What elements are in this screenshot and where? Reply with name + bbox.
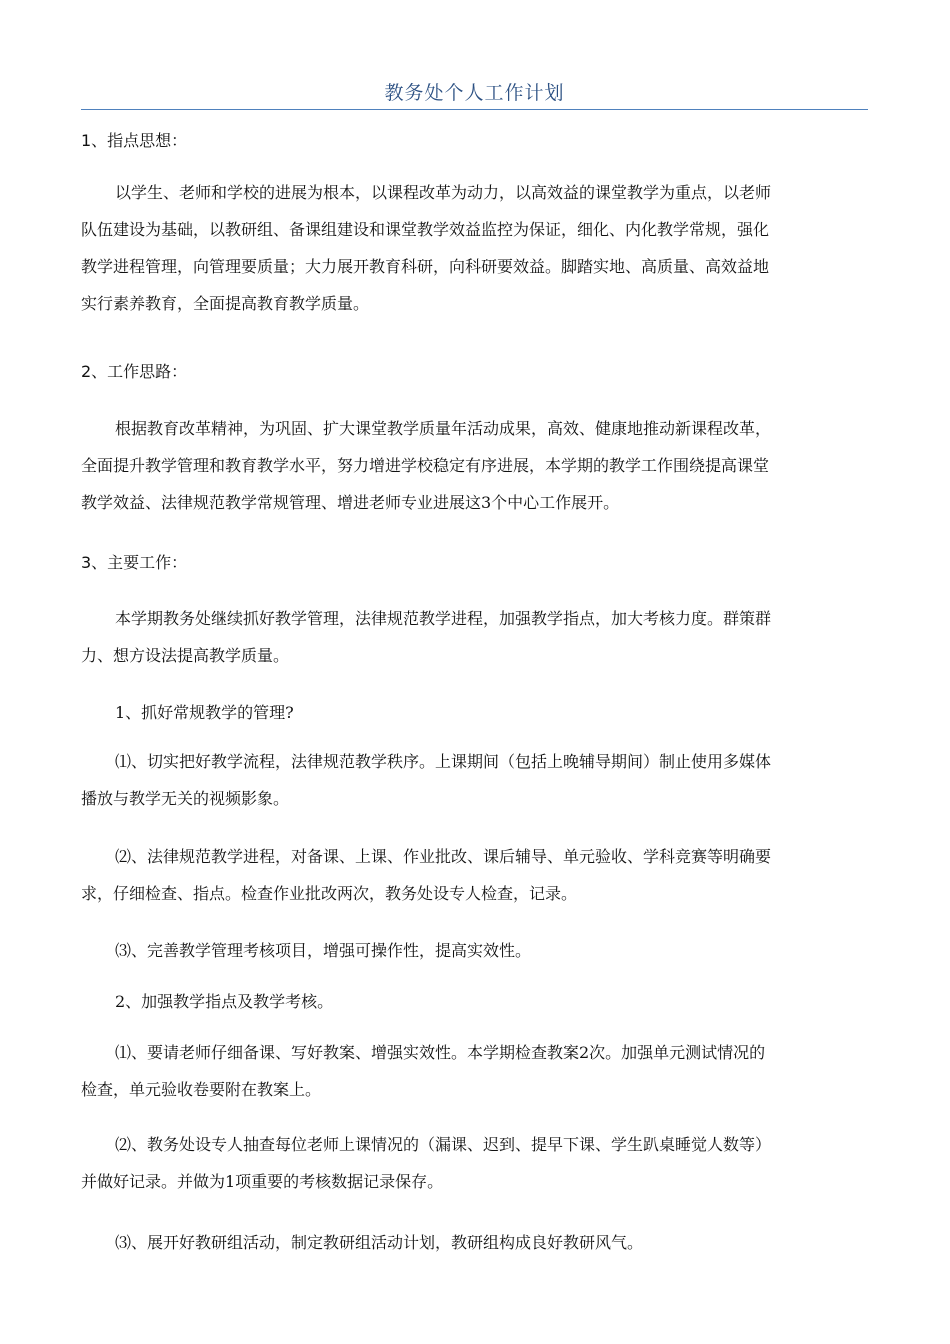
section-1-line-2: 队伍建设为基础，以教研组、备课组建设和课堂教学效益监控为保证，细化、内化教学常规，强化 xyxy=(81,220,770,239)
section-1-paragraph xyxy=(81,174,868,322)
item-2-1-line-1: ⑴、要请老师仔细备课、写好教案、增强实效性。本学期检查教案2次。加强单元测试情况的 xyxy=(115,1043,766,1062)
item-1-3 xyxy=(81,932,868,969)
section-3-heading: 3、主要工作： xyxy=(81,553,188,572)
section-2-paragraph xyxy=(81,410,868,521)
item-1-heading xyxy=(81,694,868,731)
section-1-line-4: 实行素养教育，全面提高教育教学质量。 xyxy=(81,294,370,313)
item-2-heading-text: 2、加强教学指点及教学考核。 xyxy=(115,992,334,1011)
section-1-line-1: 以学生、老师和学校的进展为根本，以课程改革为动力，以高效益的课堂教学为重点，以老师 xyxy=(115,183,772,202)
section-3-intro xyxy=(81,600,868,674)
item-2-1-line-2: 检查，单元验收卷要附在教案上。 xyxy=(81,1080,322,1099)
title-underline xyxy=(81,109,868,110)
section-2-line-2: 全面提升教学管理和教育教学水平，努力增进学校稳定有序进展，本学期的教学工作围绕提高课堂 xyxy=(81,456,770,475)
item-2-2 xyxy=(81,1126,868,1200)
item-1-1 xyxy=(81,743,868,817)
item-2-2-line-1: ⑵、教务处设专人抽查每位老师上课情况的（漏课、迟到、提早下课、学生趴桌睡觉人数等） xyxy=(115,1135,772,1154)
document-title: 教务处个人工作计划 xyxy=(384,82,565,104)
section-2-line-3: 教学效益、法律规范教学常规管理、增进老师专业进展这3个中心工作展开。 xyxy=(81,493,620,512)
section-3-intro-line-2: 力、想方设法提高教学质量。 xyxy=(81,646,290,665)
item-1-3-text: ⑶、完善教学管理考核项目，增强可操作性，提高实效性。 xyxy=(115,941,532,960)
section-2-heading: 2、工作思路： xyxy=(81,362,188,381)
item-1-1-line-2: 播放与教学无关的视频影象。 xyxy=(81,789,290,808)
section-1-line-3: 教学进程管理，向管理要质量；大力展开教育科研，向科研要效益。脚踏实地、高质量、高效益地 xyxy=(81,257,770,276)
item-1-1-line-1: ⑴、切实把好教学流程，法律规范教学秩序。上课期间（包括上晚辅导期间）制止使用多媒体 xyxy=(115,752,772,771)
item-2-2-line-2: 并做好记录。并做为1项重要的考核数据记录保存。 xyxy=(81,1172,444,1191)
section-2-line-1: 根据教育改革精神，为巩固、扩大课堂教学质量年活动成果，高效、健康地推动新课程改革， xyxy=(115,419,772,438)
item-1-2-line-1: ⑵、法律规范教学进程，对备课、上课、作业批改、课后辅导、单元验收、学科竞赛等明确要 xyxy=(115,847,772,866)
section-1-heading: 1、指点思想： xyxy=(81,131,188,150)
item-1-heading-text: 1、抓好常规教学的管理? xyxy=(115,703,294,722)
item-1-2-line-2: 求，仔细检查、指点。检查作业批改两次，教务处设专人检查，记录。 xyxy=(81,884,578,903)
item-2-heading xyxy=(81,983,868,1020)
section-3-intro-line-1: 本学期教务处继续抓好教学管理，法律规范教学进程，加强教学指点，加大考核力度。群策群 xyxy=(115,609,772,628)
item-2-3 xyxy=(81,1224,868,1261)
item-2-1 xyxy=(81,1034,868,1108)
item-1-2 xyxy=(81,838,868,912)
item-2-3-text: ⑶、展开好教研组活动，制定教研组活动计划，教研组构成良好教研风气。 xyxy=(115,1233,644,1252)
